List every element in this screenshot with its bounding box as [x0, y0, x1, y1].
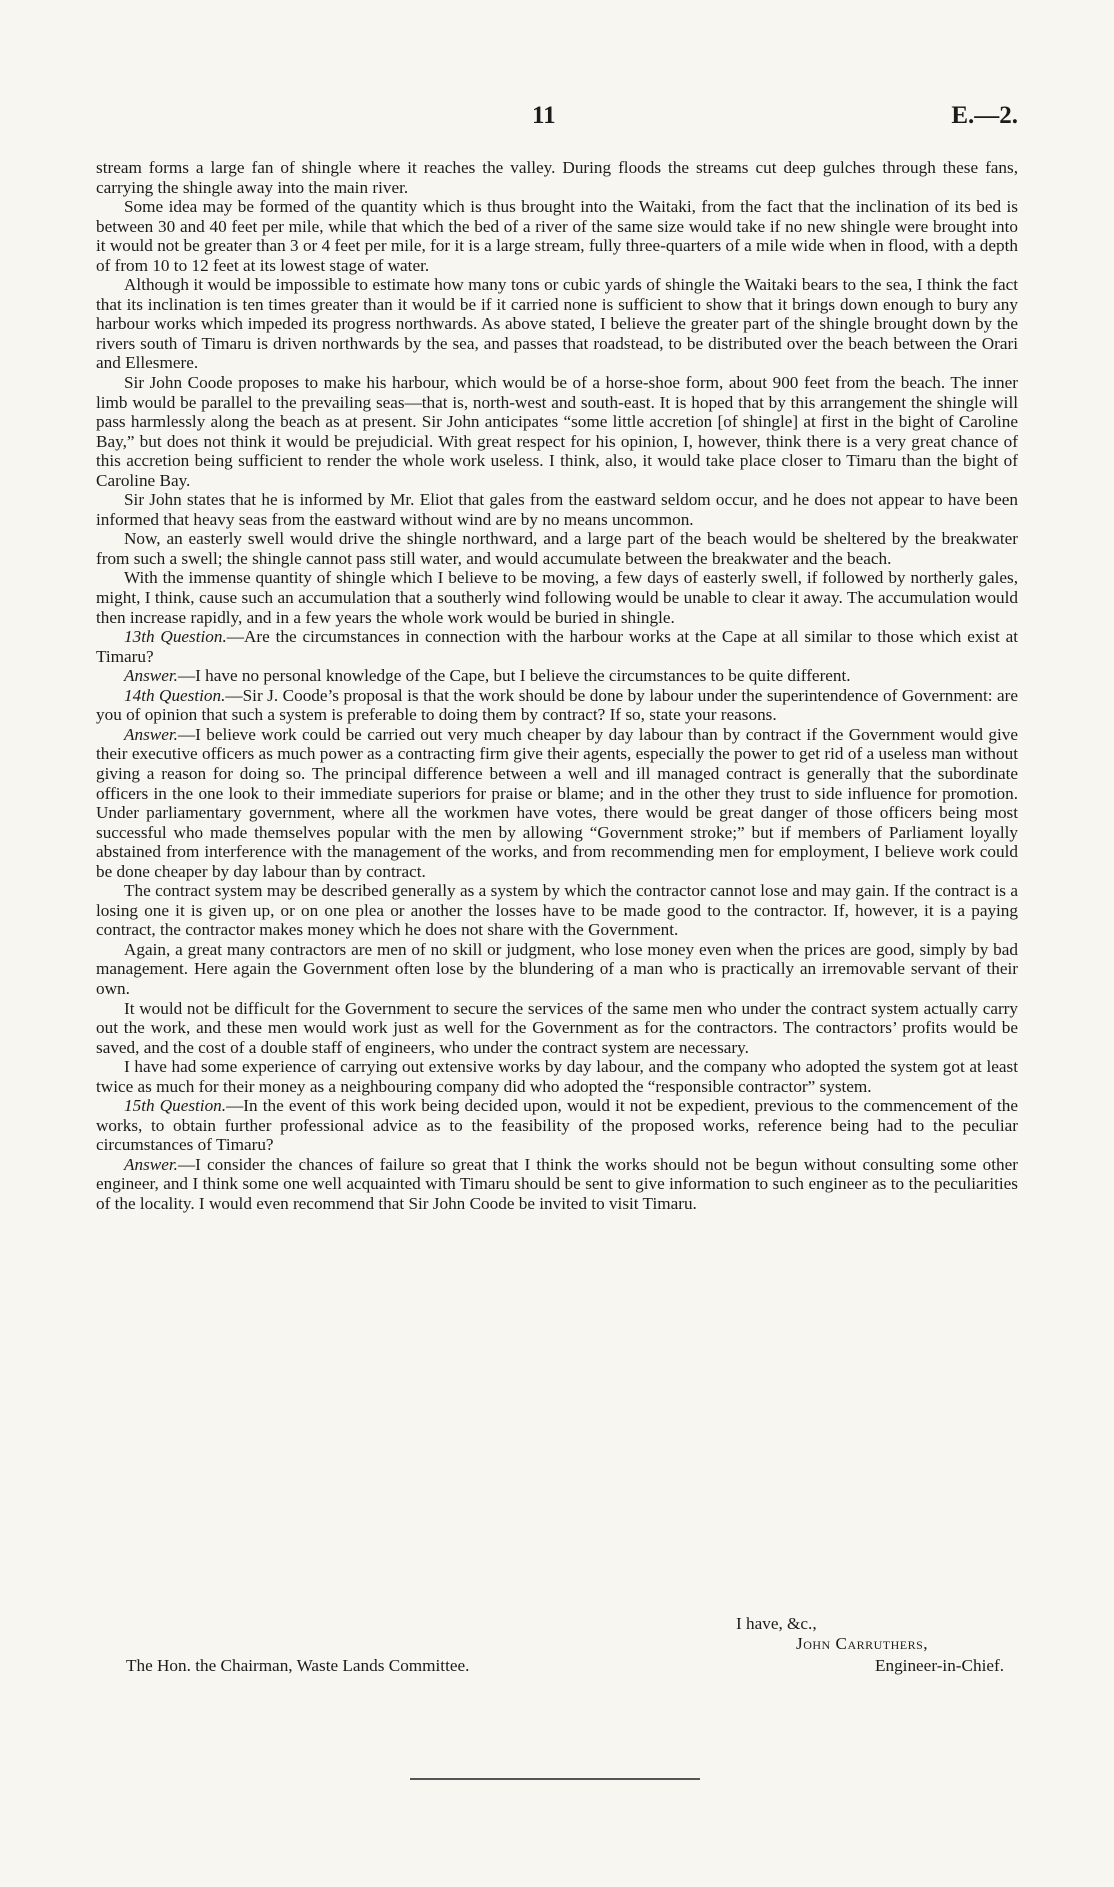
paragraph-text: stream forms a large fan of shingle where it reaches the valley. During floods the streams cut deep gulches through these fans, carrying the shingle away into the main river.: [96, 158, 1018, 197]
answer-label: Answer.: [124, 666, 178, 686]
addressee-line: The Hon. the Chairman, Waste Lands Committee.: [126, 1656, 470, 1675]
paragraph-text: Again, a great many contractors are men of no skill or judgment, who lose money even when the prices are good, simply by bad management. Here again the Government often lose by the blundering of a man who is practically an irremovable servant of their own.: [96, 939, 1018, 998]
paragraph-text: —I consider the chances of failure so great that I think the works should not be begun without consulting some other engineer, and I think some one well acquainted with Timaru should be sent to give information to such engineer as to the peculiarities of the locality. I would even recommend that Sir John Coode be invited to visit Timaru.: [96, 1154, 1018, 1213]
signer-title: Engineer-in-Chief.: [875, 1656, 1004, 1675]
page-number: 11: [532, 102, 556, 129]
paragraph: [96, 197, 1018, 275]
paragraph-text: Now, an easterly swell would drive the shingle northward, and a large part of the beach would be sheltered by the breakwater from such a swell; the shingle cannot pass still water, and would accumulate between the breakwater and the beach.: [96, 529, 1018, 568]
paragraph: [96, 999, 1018, 1058]
paragraph: [96, 373, 1018, 490]
paragraph-text: —In the event of this work being decided upon, would it not be expedient, previous to the commencement of the works, to obtain further professional advice as to the feasibility of the proposed works, reference being had to the peculiar circumstances of Timaru?: [96, 1096, 1018, 1155]
paragraph: [96, 1057, 1018, 1096]
paragraph-text: Some idea may be formed of the quantity which is thus brought into the Waitaki, from the fact that the inclination of its bed is between 30 and 40 feet per mile, while that which the bed of a river of the same size would take if no new shingle were brought into it would not be greater than 3 or 4 feet per mile, for it is a large stream, fully three-quarters of a mile wide when in flood, with a depth of from 10 to 12 feet at its lowest stage of water.: [96, 197, 1018, 275]
answer-paragraph: [96, 725, 1018, 881]
question-paragraph: [96, 627, 1018, 666]
paragraph-text: Sir John states that he is informed by Mr. Eliot that gales from the eastward seldom occur, and he does not appear to have been informed that heavy seas from the eastward without wind are by no means uncommon.: [96, 490, 1018, 529]
closing-line: I have, &c.,: [736, 1614, 817, 1633]
question-paragraph: [96, 1096, 1018, 1155]
answer-paragraph: [96, 666, 1018, 686]
question-paragraph: [96, 686, 1018, 725]
signature-block: [96, 1614, 1018, 1704]
paragraph-text: —I have no personal knowledge of the Cape, but I believe the circumstances to be quite different.: [177, 666, 851, 686]
signer-name: John Carruthers,: [796, 1634, 929, 1653]
paragraph-text: —I believe work could be carried out very much cheaper by day labour than by contract if the Government would give their executive officers as much power as a contracting firm give their agents, especially the power to get rid of a useless man without giving a reason for doing so. The principal difference between a well and ill managed contract is generally that the subordinate officers in the one look to their immediate superiors for praise or blame; and in the other they trust to side influence for promotion. Under parliamentary government, where all the workmen have votes, there would be great danger of those officers being most successful who made themselves popular with the men by allowing “Government stroke;” but if members of Parliament loyally abstained from interference with the management of the works, and from recommending men for employment, I believe work could be done cheaper by day labour than by contract.: [96, 724, 1018, 881]
answer-label: Answer.: [124, 724, 178, 744]
paragraph-text: I have had some experience of carrying out extensive works by day labour, and the company who adopted the system got at least twice as much for their money as a neighbouring company did who adopted the “responsible contractor” system.: [96, 1057, 1018, 1096]
answer-label: Answer.: [124, 1154, 178, 1174]
paragraph-text: Although it would be impossible to estimate how many tons or cubic yards of shingle the Waitaki bears to the sea, I think the fact that its inclination is ten times greater than it would be if it carried none is sufficient to show that it brings down enough to bury any harbour works which impeded its progress northwards. As above stated, I believe the greater part of the shingle brought down by the rivers south of Timaru is driven northwards by the sea, and passes that roadstead, to be distributed over the beach between the Orari and Ellesmere.: [96, 275, 1018, 373]
paragraph-text: It would not be difficult for the Government to secure the services of the same men who under the contract system actually carry out the work, and these men would work just as well for the Government as for the contractors. The contractors’ profits would be saved, and the cost of a double staff of engineers, who under the contract system are necessary.: [96, 998, 1018, 1057]
paragraph: [96, 529, 1018, 568]
body-text: [96, 158, 1018, 1214]
closing-rule-divider: [410, 1778, 700, 1780]
paragraph-text: —Are the circumstances in connection with the harbour works at the Cape at all similar to those which exist at Timaru?: [96, 627, 1018, 666]
paragraph: [96, 158, 1018, 197]
paper-reference: E.—2.: [951, 102, 1018, 129]
page-header: [0, 102, 1114, 142]
paragraph: [96, 568, 1018, 627]
answer-paragraph: [96, 1155, 1018, 1214]
paragraph: [96, 490, 1018, 529]
paragraph: [96, 275, 1018, 373]
question-label: 13th Question.: [124, 627, 227, 647]
paragraph-text: With the immense quantity of shingle which I believe to be moving, a few days of easterly swell, if followed by northerly gales, might, I think, cause such an accumulation that a southerly wind following would be unable to clear it away. The accumulation would then increase rapidly, and in a few years the whole work would be buried in shingle.: [96, 568, 1018, 627]
paragraph-text: —Sir J. Coode’s proposal is that the work should be done by labour under the superintendence of Government: are you of opinion that such a system is preferable to doing them by contract? If so, state your reasons.: [96, 685, 1019, 725]
question-label: 15th Question.: [124, 1096, 227, 1116]
paragraph-text: Sir John Coode proposes to make his harbour, which would be of a horse-shoe form, about 900 feet from the beach. The inner limb would be parallel to the prevailing seas—that is, north-west and south-east. It is hoped that by this arrangement the shingle will pass harmlessly along the beach as at present. Sir John anticipates “some little accretion [of shingle] at first in the bight of Caroline Bay,” but does not think it would be prejudicial. With great respect for his opinion, I, however, think there is a very great chance of this accretion being sufficient to render the whole work useless. I think, also, it would take place closer to Timaru than the bight of Caroline Bay.: [96, 373, 1018, 490]
paragraph-text: The contract system may be described generally as a system by which the contractor cannot lose and may gain. If the contract is a losing one it is given up, or on one plea or another the losses have to be made good to the contractor. If, however, it is a paying contract, the contractor makes money which he does not share with the Government.: [96, 881, 1018, 940]
paragraph: [96, 940, 1018, 999]
question-label: 14th Question.: [124, 685, 226, 705]
paragraph: [96, 881, 1018, 940]
